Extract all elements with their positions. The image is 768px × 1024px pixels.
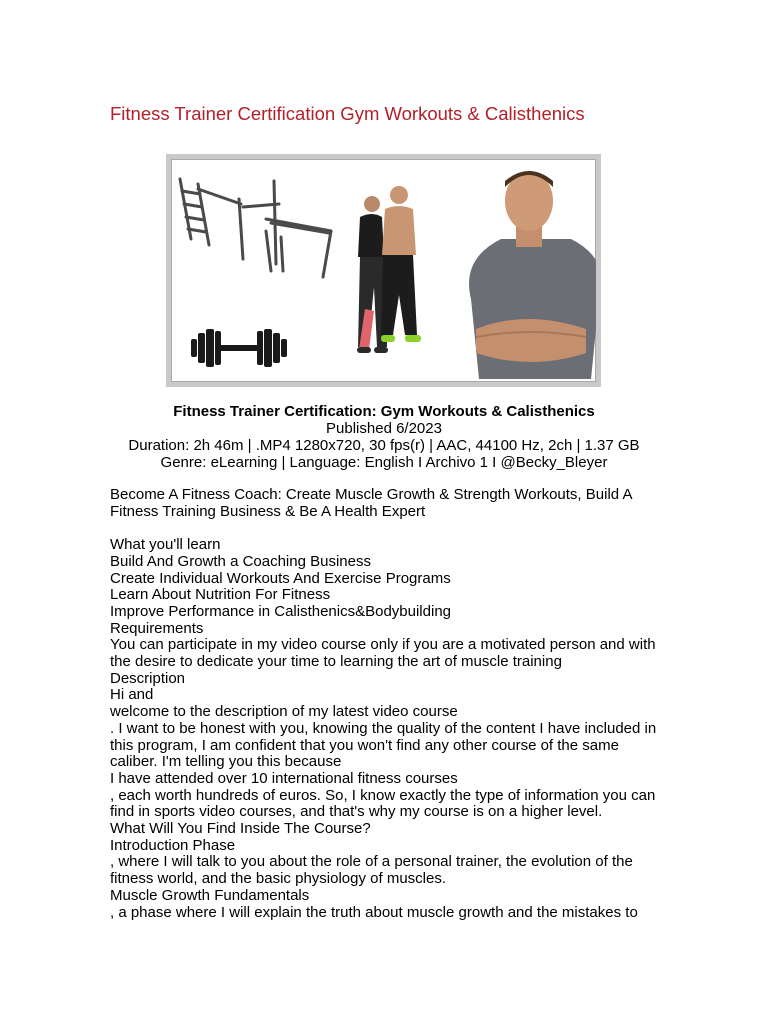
calisthenics-bars-illustration bbox=[180, 179, 331, 277]
athletes-illustration bbox=[357, 186, 421, 353]
cover-image bbox=[166, 154, 601, 387]
learn-heading: What you'll learn bbox=[110, 536, 221, 554]
description-line: , a phase where I will explain the truth about muscle growth and the mistakes to bbox=[110, 903, 638, 921]
description-heading: Description bbox=[110, 669, 186, 687]
document-title: Fitness Trainer Certification Gym Workouts & Calisthenics bbox=[110, 103, 585, 124]
description-line: . I want to be honest with you, knowing the quality of the content I have included in this program, I am confident that you won't find any other course of the same caliber. I'm telling you this because bbox=[110, 719, 657, 771]
intro-paragraph: Become A Fitness Coach: Create Muscle Growth & Strength Workouts, Build A Fitness Training Business & Be A Health Expert bbox=[110, 486, 632, 520]
description-line: Muscle Growth Fundamentals bbox=[110, 886, 310, 904]
course-heading: Fitness Trainer Certification: Gym Workouts & Calisthenics bbox=[173, 403, 595, 420]
genre-info: Genre: eLearning | Language: English I Archivo 1 I @Becky_Bleyer bbox=[160, 454, 608, 471]
description-line: What Will You Find Inside The Course? bbox=[110, 820, 371, 838]
dumbbell-icon bbox=[191, 329, 287, 367]
requirements-text: You can participate in my video course only if you are a motivated person and with the desire to dedicate your time to learning the art of muscle training bbox=[110, 636, 656, 671]
description-line: Introduction Phase bbox=[110, 836, 236, 854]
duration-info: Duration: 2h 46m | .MP4 1280x720, 30 fps(r) | AAC, 44100 Hz, 2ch | 1.37 GB bbox=[128, 437, 640, 454]
requirements-heading: Requirements bbox=[110, 619, 204, 637]
description-line: , where I will talk to you about the role of a personal trainer, the evolution of the fitness world, and the basic physiology of muscles. bbox=[110, 853, 633, 888]
learn-item: Improve Performance in Calisthenics&Bodybuilding bbox=[110, 602, 452, 620]
description-line: welcome to the description of my latest video course bbox=[110, 703, 458, 721]
learn-item: Create Individual Workouts And Exercise Programs bbox=[110, 569, 451, 587]
learn-item: Build And Growth a Coaching Business bbox=[110, 552, 371, 570]
description-line: I have attended over 10 international fitness courses bbox=[110, 769, 458, 787]
learn-item: Learn About Nutrition For Fitness bbox=[110, 586, 331, 604]
trainer-photo bbox=[469, 171, 596, 379]
published-date: Published 6/2023 bbox=[326, 420, 442, 437]
course-body bbox=[110, 487, 670, 921]
cover-illustration bbox=[171, 159, 596, 382]
description-line: Hi and bbox=[110, 686, 154, 704]
description-line: , each worth hundreds of euros. So, I know exactly the type of information you can find in sports video courses, and that's why my course is on a higher level. bbox=[110, 786, 656, 821]
course-info bbox=[0, 403, 768, 471]
